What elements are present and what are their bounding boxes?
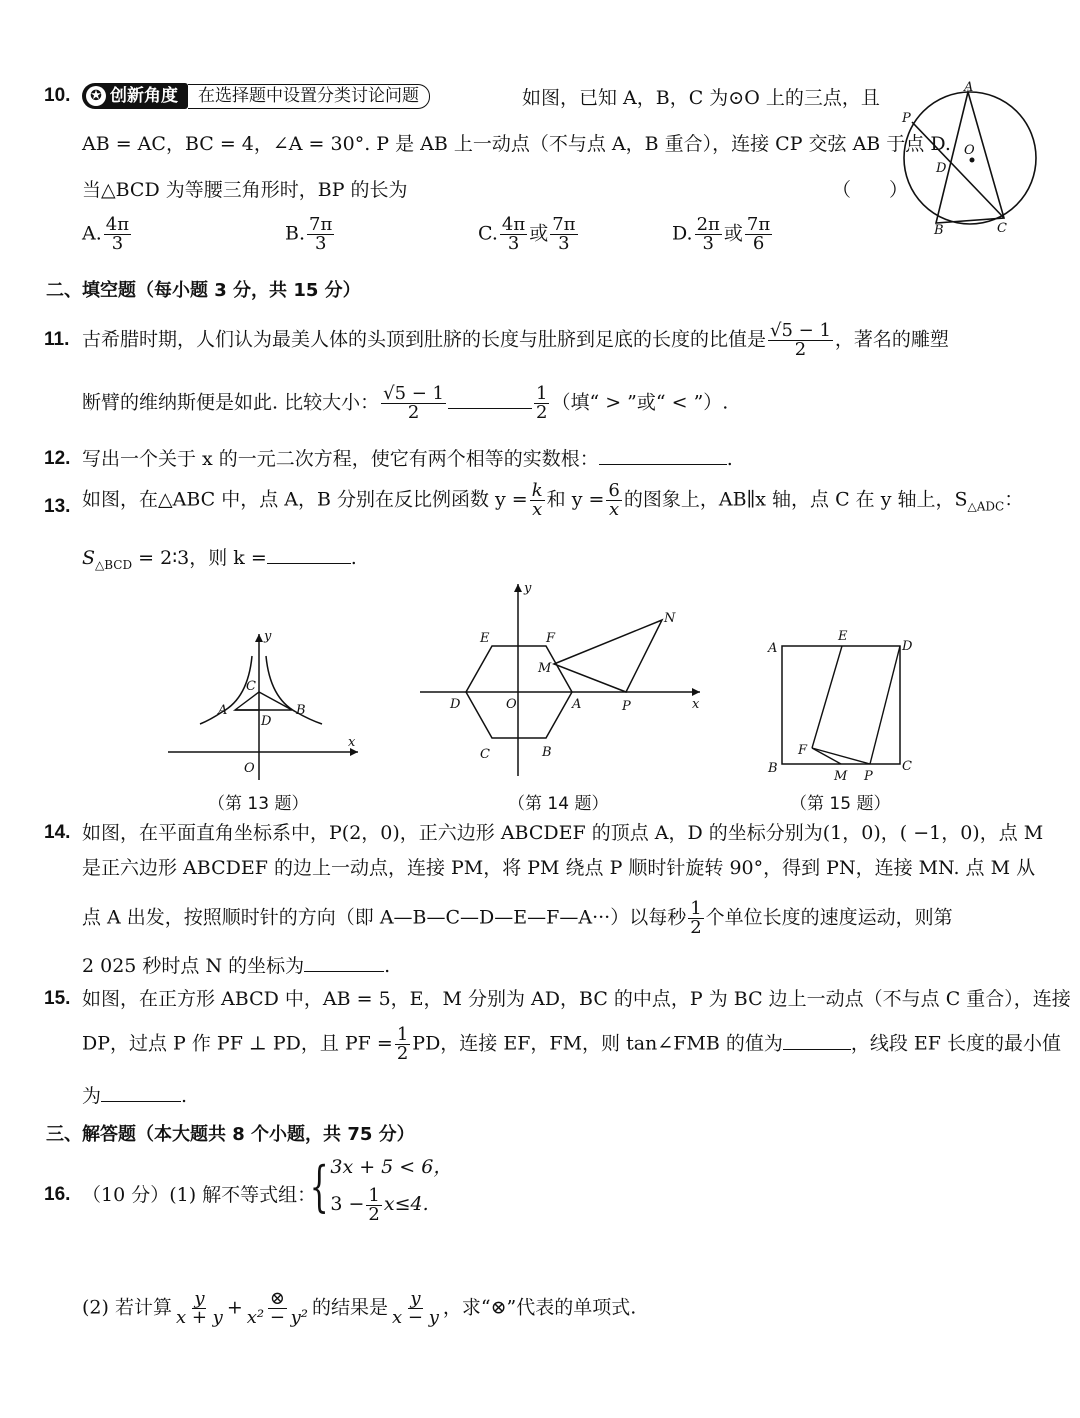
q10-option-d: D. $\frac{2\pi}{3}$ 或 $\frac{7\pi}{6}$ [672,214,771,254]
fig10-label-a: A [964,80,974,95]
q16-number: 16. [44,1184,71,1205]
q13-line1: 如图，在△ABC 中，点 A，B 分别在反比例函数 y = $\frac{k}{x}$ 和 y = $\frac{6}{x}$ 的图象上，AB∥x 轴，点 C 在 y 轴上，$S_{\triangle ADC}$： [82,480,1024,520]
svg-text:P: P [622,699,631,714]
q15-line3: 为 . [82,1085,188,1107]
q11-number: 11. [44,329,70,350]
fig13-caption: （第 13 题） [208,794,309,814]
q14-answer-blank[interactable] [304,955,384,972]
q11-line1: 古希腊时期，人们认为最美人体的头顶到肚脐的长度与肚脐到足底的长度的比值是 $\frac{√5 - 1}{2}$ ，著名的雕塑 [82,320,949,360]
q13-line2: $S_{\triangle BCD}$ = 2∶3，则 k = . [82,547,357,572]
q11-answer-blank[interactable] [448,392,532,409]
svg-text:A: A [572,697,582,712]
q11-line2: 断臂的维纳斯便是如此. 比较大小： $\frac{√5 - 1}{2}$ $\frac{1}{2}$ （填“ > ”或“ < ”）. [82,383,729,423]
q16-ineq-2: 3 − $\frac{1}{2}$ x≤4. [330,1184,429,1225]
q16-ineq-1: 3x + 5 < 6， [330,1156,453,1178]
fig10-label-c: C [997,221,1007,236]
svg-text:y: y [264,629,272,644]
svg-text:F: F [546,631,556,646]
q10-option-b: B. $\frac{7\pi}{3}$ [285,214,333,254]
q12-text: 写出一个关于 x 的一元二次方程，使它有两个相等的实数根： . [82,448,733,470]
svg-text:O: O [244,761,255,776]
svg-text:P: P [864,769,873,784]
section-2-heading: 二、填空题（每小题 3 分，共 15 分） [46,280,361,301]
svg-text:E: E [480,631,490,646]
svg-text:B: B [768,761,778,776]
q15-line2: DP，过点 P 作 PF ⊥ PD，且 PF = $\frac{1}{2}$ PD，连接 EF，FM，则 tan∠FMB 的值为 ，线段 EF 长度的最小值 [82,1024,1061,1064]
fig15 [760,626,920,786]
svg-text:B: B [296,703,306,718]
fig15-caption: （第 15 题） [790,794,891,814]
q14-line3: 点 A 出发，按照顺时针的方向（即 A—B—C—D—E—F—A···）以每秒 $\frac{1}{2}$ 个单位长度的速度运动，则第 [82,898,953,938]
svg-text:D: D [450,697,461,712]
svg-text:M: M [538,661,552,676]
svg-text:D: D [902,639,913,654]
q10-option-a: A. $\frac{4\pi}{3}$ [82,214,130,254]
q16-part2: (2) 若计算 $\frac{y}{x + y}$ + $\frac{\otimes}{\text{x² − y²}}$ 的结果是 $\frac{y}{x - y}$ ，求“⊗”代表的单项式. [82,1288,637,1328]
q15-answer-blank-1[interactable] [783,1033,851,1050]
q15-number: 15. [44,988,71,1009]
svg-text:A: A [218,703,228,718]
svg-text:C: C [902,759,912,774]
q10-line2: AB = AC，BC = 4，∠A = 30°. P 是 AB 上一动点（不与点 A，B 重合），连接 CP 交弦 AB 于点 D. [82,133,951,155]
fig10-label-b: B [934,223,944,238]
fig14-caption: （第 14 题） [508,794,609,814]
q10-line1: 如图，已知 A，B，C 为⊙O 上的三点，且 [522,87,880,109]
q12-number: 12. [44,448,71,469]
svg-text:O: O [506,697,517,712]
fig13 [160,628,370,788]
fig14 [416,578,716,790]
q14-number: 14. [44,822,71,843]
svg-text:A: A [768,641,778,656]
q12-answer-blank[interactable] [599,448,727,465]
svg-text:x: x [348,735,356,750]
svg-text:N: N [664,611,676,626]
q10-answer-paren: （ ） [832,179,909,201]
fig10-label-d: D [936,161,947,176]
q14-line1: 如图，在平面直角坐标系中，P(2，0)，正六边形 ABCDEF 的顶点 A，D 的坐标分别为(1，0)，( −1，0)，点 M [82,822,1044,844]
section-3-heading: 三、解答题（本大题共 8 个小题，共 75 分） [46,1124,415,1145]
svg-text:F: F [798,743,808,758]
badge-tag: ✪ 创新角度 [82,83,188,109]
q16-inequality-system: { 3x + 5 < 6， 3 − $\frac{1}{2}$ x≤4. [302,1150,452,1224]
badge-text: 在选择题中设置分类讨论问题 [188,84,430,109]
star-icon: ✪ [86,86,106,106]
q13-number: 13. [44,496,71,517]
svg-text:x: x [692,697,700,712]
q14-line4: 2 025 秒时点 N 的坐标为 . [82,955,391,977]
svg-text:E: E [838,629,848,644]
q10-number: 10. [44,85,71,106]
svg-text:C: C [246,679,256,694]
q10-option-c: C. $\frac{4\pi}{3}$ 或 $\frac{7\pi}{3}$ [478,214,576,254]
q10-line3: 当△BCD 为等腰三角形时，BP 的长为 [82,179,408,201]
svg-text:B: B [542,745,552,760]
q16-part1: （10 分）(1) 解不等式组： [82,1184,317,1206]
svg-text:y: y [524,581,532,596]
fig10-label-p: P [902,111,911,126]
q15-answer-blank-2[interactable] [101,1085,181,1102]
q14-line2: 是正六边形 ABCDEF 的边上一动点，连接 PM，将 PM 绕点 P 顺时针旋转 90°，得到 PN，连接 MN. 点 M 从 [82,857,1036,879]
q13-answer-blank[interactable] [267,547,351,564]
svg-text:M: M [834,769,848,784]
q15-line1: 如图，在正方形 ABCD 中，AB = 5，E，M 分别为 AD，BC 的中点，P 为 BC 边上一动点（不与点 C 重合），连接 [82,988,1071,1010]
q10-badge [82,83,430,109]
svg-text:D: D [261,714,272,729]
svg-text:C: C [480,747,490,762]
q10-circle-figure [898,78,1048,240]
fig10-label-o: O [964,143,975,158]
